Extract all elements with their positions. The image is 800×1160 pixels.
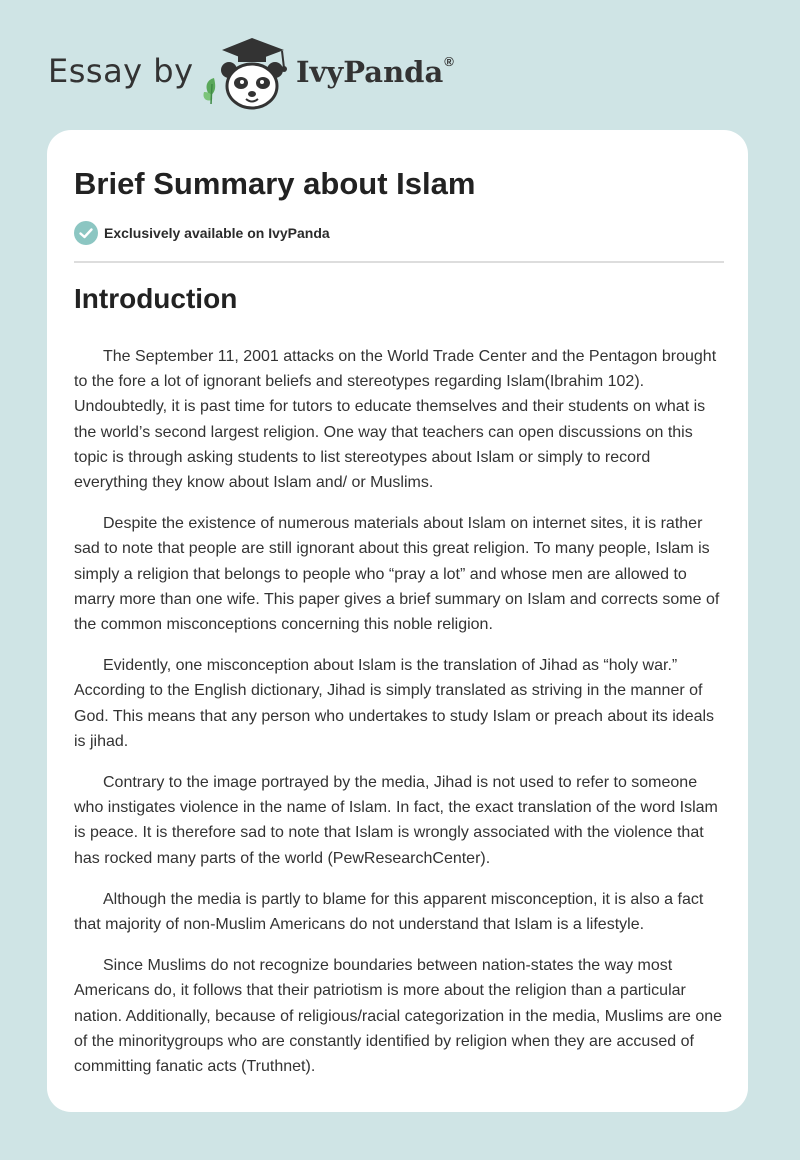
paragraph: Evidently, one misconception about Islam is the translation of Jihad as “holy war.” According to the English dictionary, Jihad is simply translated as striving in the manner of God. This means that any person who undertakes to study Islam or preach about its ideals is jihad. <box>74 657 715 750</box>
check-circle-icon <box>74 221 98 245</box>
paragraph: Since Muslims do not recognize boundaries between nation-states the way most Americans do, it follows that their patriotism is more about the religion than a particular nation. Additionally, because of religious/racial categorization in the media, Muslims are one of the minoritygroups who are constantly identified by religion when they are accused of committing fanatic acts (Truthnet). <box>74 957 723 1076</box>
leaf-icon <box>203 78 215 104</box>
essay-body <box>74 344 724 1095</box>
brand-prefix: Essay by <box>48 52 194 90</box>
exclusive-badge <box>74 220 330 246</box>
paragraph: The September 11, 2001 attacks on the World Trade Center and the Pentagon brought to the fore a lot of ignorant beliefs and stereotypes regarding Islam(Ibrahim 102). Undoubtedly, it is past time for tutors to educate themselves and their students on what is the world’s second largest religion. One way that teachers can open discussions on this topic is through asking students to list stereotypes about Islam or simply to record everything they know about Islam and/ or Muslims. <box>74 348 717 492</box>
paragraph: Despite the existence of numerous materials about Islam on internet sites, it is rather sad to note that people are still ignorant about this great religion. To many people, Islam is simply a religion that belongs to people who “pray a lot” and whose men are allowed to marry more than one wife. This paper gives a brief summary on Islam and corrects some of the common misconceptions concerning this noble religion. <box>74 515 720 634</box>
exclusive-badge-text: Exclusively available on IvyPanda <box>104 225 330 241</box>
divider <box>74 261 724 263</box>
brand-name <box>296 54 454 89</box>
paragraph: Although the media is partly to blame for this apparent misconception, it is also a fact that majority of non-Muslim Americans do not understand that Islam is a lifestyle. <box>74 890 704 934</box>
section-heading: Introduction <box>74 283 238 314</box>
panda-logo-icon[interactable] <box>198 34 298 114</box>
essay-card <box>47 130 748 1112</box>
site-header <box>48 34 508 114</box>
registered-mark: ® <box>444 54 454 69</box>
page-title: Brief Summary about Islam <box>74 166 476 201</box>
brand-name-text: IvyPanda <box>296 55 444 89</box>
paragraph: Contrary to the image portrayed by the media, Jihad is not used to refer to someone who instigates violence in the name of Islam. In fact, the exact translation of the word Islam is peace. It is therefore sad to note that Islam is wrongly associated with the violence that has rocked many parts of the world (PewResearchCenter). <box>74 774 718 867</box>
